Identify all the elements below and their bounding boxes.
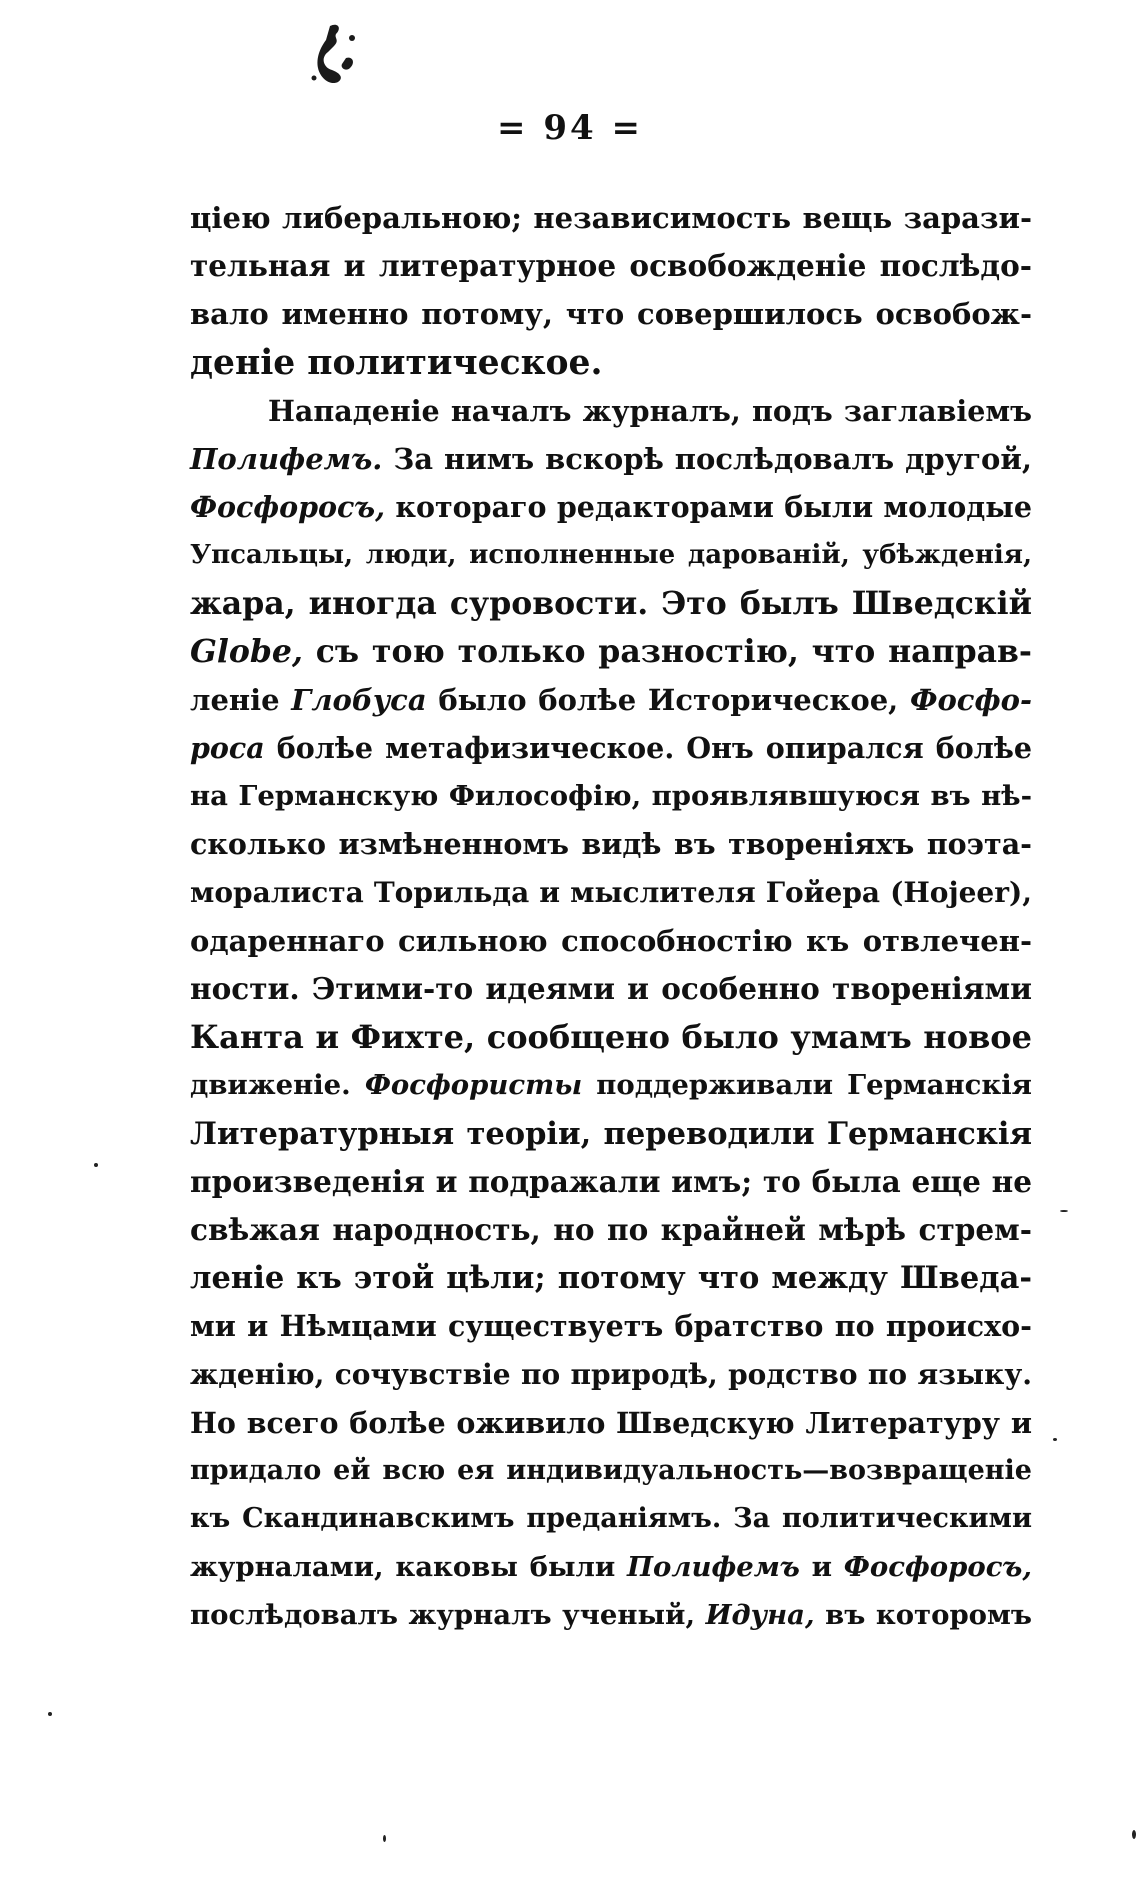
text-line <box>190 1302 1032 1350</box>
text-line <box>190 1061 1032 1109</box>
line-text: съ тою только разностію, что направ- <box>302 632 1032 670</box>
text-line <box>190 917 1032 965</box>
text-line <box>190 1254 1032 1302</box>
line-text: вало именно потому, что совершилось освобож- <box>190 297 1032 332</box>
text-line <box>190 387 1032 435</box>
print-speck <box>1060 1210 1068 1212</box>
line-text: болѣе метафизическое. Онъ опирался болѣе <box>264 731 1032 766</box>
line-text: было болѣе Историческое, <box>426 682 910 717</box>
line-text: леніе къ этой цѣли; потому что между Шведа- <box>190 1260 1032 1297</box>
text-line <box>190 483 1032 531</box>
line-text: сколько измѣненномъ видѣ въ твореніяхъ поэта- <box>190 827 1032 862</box>
text-line <box>190 772 1032 820</box>
text-line <box>190 965 1032 1013</box>
line-text: деніе политическое. <box>190 342 603 383</box>
text-line <box>190 242 1032 290</box>
italic-title-text: Идуна, <box>705 1599 815 1632</box>
print-speck <box>48 1712 52 1716</box>
line-text: жденію, сочувствіе по природѣ, родство по языку. <box>190 1357 1032 1391</box>
text-line <box>190 1543 1032 1591</box>
line-text: моралиста Торильда и мыслителя Гойера (Hojeer), <box>190 875 1032 909</box>
line-text: Нападеніе началъ журналъ, подъ заглавіемъ <box>268 393 1032 428</box>
line-text: журналами, каковы были <box>190 1551 628 1584</box>
print-speck <box>1132 1830 1136 1839</box>
line-text: тельная и литературное освобожденіе послѣдо- <box>190 248 1032 284</box>
italic-title-text: Фосфоросъ, <box>843 1551 1032 1584</box>
line-text: За нимъ вскорѣ послѣдовалъ другой, <box>382 441 1032 476</box>
line-text: Литературныя теоріи, переводили Германскія <box>190 1115 1032 1152</box>
text-line <box>190 676 1032 724</box>
text-line <box>190 339 1032 387</box>
text-line <box>190 1495 1032 1543</box>
line-text: Но всего болѣе оживило Шведскую Литературу и <box>190 1405 1032 1440</box>
italic-title-text: Фосфо- <box>909 682 1032 717</box>
text-line <box>190 628 1032 676</box>
line-text: котораго редакторами были молодые <box>385 490 1032 525</box>
line-text: Упсальцы, люди, исполненные дарованій, убѣжденія, <box>190 540 1032 571</box>
line-text: ціею либеральною; независимость вещь зарази- <box>190 201 1032 235</box>
text-line <box>190 1591 1032 1639</box>
text-line <box>190 1110 1032 1158</box>
text-line <box>190 1447 1032 1495</box>
line-text: придало ей всю ея индивидуальность—возвращеніе <box>190 1454 1032 1486</box>
italic-title-text: Globe, <box>190 632 303 670</box>
italic-title-text: Глобуса <box>291 682 427 717</box>
text-line <box>190 820 1032 868</box>
text-line <box>190 580 1032 628</box>
line-text: жара, иногда суровости. Это былъ Шведскій <box>190 584 1032 622</box>
line-text: леніе <box>190 682 292 717</box>
text-line <box>190 290 1032 338</box>
text-line <box>190 1206 1032 1254</box>
line-text: Канта и Фихте, сообщено было умамъ новое <box>190 1018 1032 1057</box>
italic-title-text: Фосфоросъ, <box>190 490 386 525</box>
text-line <box>190 1399 1032 1447</box>
italic-title-text: Фосфористы <box>364 1069 583 1102</box>
text-line <box>190 869 1032 917</box>
line-text: на Германскую Философію, проявлявшуюся въ нѣ- <box>190 780 1032 813</box>
text-line <box>190 194 1032 242</box>
text-line <box>190 1351 1032 1399</box>
ink-blot-mark <box>290 18 380 98</box>
text-line <box>190 724 1032 772</box>
line-text: къ Скандинавскимъ преданіямъ. За политическими <box>190 1503 1032 1535</box>
line-text: свѣжая народность, но по крайней мѣрѣ стрем- <box>190 1211 1032 1247</box>
line-text: поддерживали Германскія <box>582 1069 1032 1102</box>
page-number-header: = 94 = <box>497 108 643 148</box>
line-text: послѣдовалъ журналъ ученый, <box>190 1599 706 1632</box>
italic-title-text: Полифемъ. <box>190 441 383 476</box>
text-line <box>190 1013 1032 1061</box>
body-text <box>190 194 1032 1640</box>
italic-title-text: Полифемъ <box>627 1551 800 1584</box>
line-text: ности. Этими-то идеями и особенно твореніями <box>190 971 1032 1006</box>
print-speck <box>94 1163 98 1167</box>
line-text: ми и Нѣмцами существуетъ братство по происхо- <box>190 1309 1032 1344</box>
print-speck <box>383 1835 386 1842</box>
line-text: въ которомъ <box>814 1599 1032 1632</box>
text-line <box>190 435 1032 483</box>
line-text: движеніе. <box>190 1069 365 1102</box>
italic-title-text: роса <box>190 731 265 766</box>
line-text: произведенія и подражали имъ; то была еще не <box>190 1163 1032 1199</box>
line-text: одареннаго сильною способностію къ отвлечен- <box>190 923 1032 958</box>
line-text: и <box>799 1551 844 1584</box>
text-line <box>190 531 1032 579</box>
text-line <box>190 1158 1032 1206</box>
print-speck <box>1053 1438 1057 1441</box>
